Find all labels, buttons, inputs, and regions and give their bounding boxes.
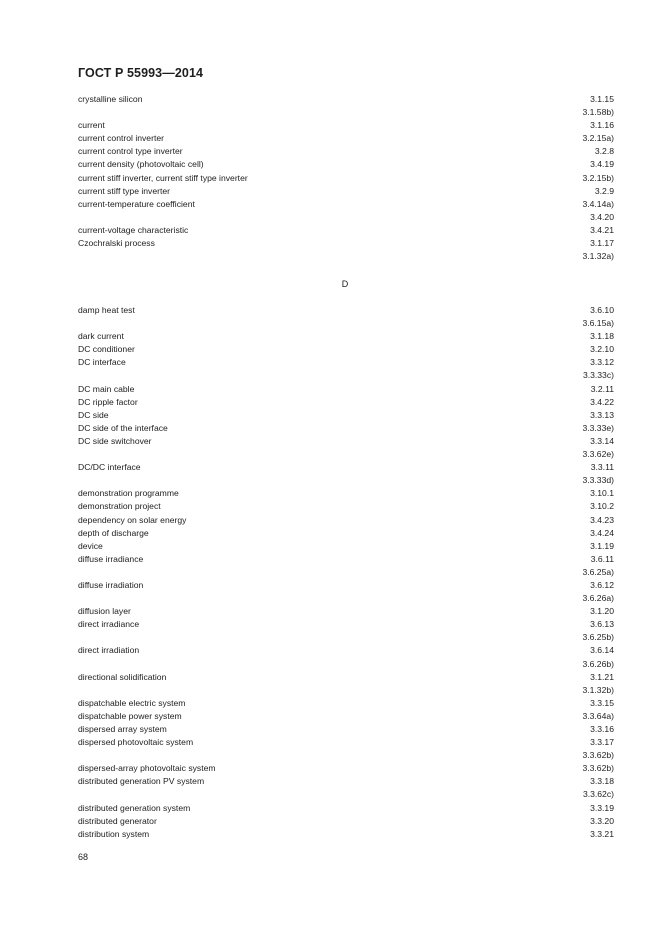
index-clause-reference: 3.3.18 [590, 776, 614, 787]
index-entry-row [78, 527, 614, 540]
index-term: Czochralski process [78, 238, 155, 249]
index-term: DC side of the interface [78, 422, 168, 433]
index-clause-reference: 3.2.9 [594, 185, 614, 196]
index-term: current-temperature coefficient [78, 198, 195, 209]
index-entry-row [78, 749, 614, 762]
index-entry-row [78, 631, 614, 644]
index-clause-reference: 3.4.23 [590, 514, 614, 525]
index-term: crystalline silicon [78, 94, 143, 104]
index-clause-reference: 3.3.64a) [582, 710, 614, 721]
index-clause-reference: 3.1.16 [590, 120, 614, 131]
index-clause-reference: 3.1.58b) [582, 107, 614, 118]
index-clause-reference: 3.6.26a) [582, 593, 614, 604]
index-clause-reference: 3.6.25b) [582, 632, 614, 643]
index-term: dispatchable power system [78, 710, 182, 721]
index-term: current stiff type inverter [78, 185, 171, 196]
index-clause-reference: 3.2.15a) [582, 133, 614, 144]
index-term: current [78, 120, 105, 131]
index-clause-reference: 3.1.21 [590, 671, 614, 682]
index-clause-reference: 3.1.18 [590, 331, 614, 342]
index-term: dispersed photovoltaic system [78, 737, 194, 748]
index-clause-reference: 3.3.33e) [582, 422, 614, 433]
index-term: diffusion layer [78, 606, 131, 617]
index-entry-row [78, 788, 614, 801]
index-entry-row [78, 93, 614, 106]
index-clause-reference: 3.3.13 [590, 409, 614, 420]
index-clause-reference: 3.4.19 [590, 159, 614, 170]
index-entry-row [78, 697, 614, 710]
index-term: distributed generator [78, 815, 157, 826]
index-entry-row [78, 448, 614, 461]
index-entry-row [78, 658, 614, 671]
index-term: current control inverter [78, 133, 164, 144]
index-term: diffuse irradiance [78, 553, 144, 564]
index-entry-row [78, 540, 614, 553]
index-entry-row [78, 566, 614, 579]
index-term: directional solidification [78, 671, 167, 682]
index-term: current density (photovoltaic cell) [78, 159, 204, 170]
index-entry-row [78, 211, 614, 224]
index-entry-row [78, 461, 614, 474]
index-clause-reference: 3.1.17 [590, 238, 614, 249]
index-entry-row [78, 330, 614, 343]
index-clause-reference: 3.3.15 [590, 697, 614, 708]
index-clause-reference: 3.4.22 [590, 396, 614, 407]
section-letter-d: D [341, 279, 349, 289]
index-term: distributed generation system [78, 802, 191, 813]
index-clause-reference: 3.4.24 [590, 527, 614, 538]
index-term: dispatchable electric system [78, 697, 186, 708]
index-clause-reference: 3.2.10 [590, 344, 614, 355]
index-entry-row [78, 579, 614, 592]
index-term: DC side switchover [78, 435, 152, 446]
index-entry-row [78, 119, 614, 132]
index-entry-row [78, 198, 614, 211]
index-clause-reference: 3.3.33d) [582, 475, 614, 486]
index-entry-row [78, 396, 614, 409]
index-entry-row [78, 815, 614, 828]
index-entry-row [78, 644, 614, 657]
index-clause-reference: 3.3.19 [590, 802, 614, 813]
index-clause-reference: 3.1.20 [590, 606, 614, 617]
index-entry-row [78, 132, 614, 145]
index-entry-row [78, 172, 614, 185]
index-entry-row [78, 369, 614, 382]
index-term: demonstration programme [78, 488, 179, 499]
index-term: current stiff inverter, current stiff type inverter [78, 172, 248, 183]
index-clause-reference: 3.3.62c) [582, 789, 614, 800]
index-clause-reference: 3.10.2 [590, 501, 614, 512]
index-clause-reference: 3.6.10 [590, 305, 614, 315]
index-entry-row [78, 106, 614, 119]
index-entry-row [78, 145, 614, 158]
index-clause-reference: 3.1.32a) [582, 251, 614, 262]
index-clause-reference: 3.2.11 [590, 383, 614, 394]
index-entry-row [78, 250, 614, 263]
index-entry-row [78, 592, 614, 605]
index-term: device [78, 540, 103, 551]
index-entry-row [78, 618, 614, 631]
index-term: DC side [78, 409, 109, 420]
index-entry-row [78, 317, 614, 330]
index-clause-reference: 3.3.20 [590, 815, 614, 826]
index-entry-row [78, 828, 614, 841]
index-clause-reference: 3.6.25a) [582, 566, 614, 577]
document-header: ГОСТ Р 55993—2014 [78, 66, 204, 80]
index-entry-row [78, 762, 614, 775]
index-entry-row [78, 409, 614, 422]
page-number: 68 [78, 852, 89, 862]
index-clause-reference: 3.3.62e) [582, 449, 614, 460]
index-entry-row [78, 605, 614, 618]
index-clause-reference: 3.6.15a) [582, 318, 614, 329]
index-clause-reference: 3.10.1 [590, 488, 614, 499]
index-term: dependency on solar energy [78, 514, 187, 525]
index-term: damp heat test [78, 305, 135, 315]
index-clause-reference: 3.3.17 [590, 737, 614, 748]
index-entry-row [78, 224, 614, 237]
index-entry-row [78, 343, 614, 356]
index-term: DC main cable [78, 383, 135, 394]
index-clause-reference: 3.1.32b) [582, 684, 614, 695]
index-term: dark current [78, 331, 124, 342]
index-term: current-voltage characteristic [78, 224, 189, 235]
index-term: DC ripple factor [78, 396, 138, 407]
index-clause-reference: 3.4.21 [590, 224, 614, 235]
index-entry-row [78, 802, 614, 815]
index-entry-row [78, 514, 614, 527]
index-entry-row [78, 710, 614, 723]
index-entry-row [78, 553, 614, 566]
index-clause-reference: 3.3.62b) [582, 763, 614, 774]
index-entry-row [78, 304, 614, 317]
index-term: direct irradiance [78, 619, 140, 630]
index-clause-reference: 3.3.12 [590, 357, 614, 368]
index-section-d [78, 304, 614, 841]
index-entry-row [78, 736, 614, 749]
index-entry-row [78, 474, 614, 487]
index-clause-reference: 3.3.33c) [582, 370, 614, 381]
index-clause-reference: 3.6.12 [590, 579, 614, 590]
index-clause-reference: 3.6.13 [590, 619, 614, 630]
index-entry-row [78, 487, 614, 500]
index-entry-row [78, 158, 614, 171]
index-clause-reference: 3.6.14 [590, 645, 614, 656]
index-entry-row [78, 383, 614, 396]
index-term: demonstration project [78, 501, 161, 512]
index-term: DC/DC interface [78, 462, 141, 473]
index-clause-reference: 3.3.14 [590, 435, 614, 446]
index-term: current control type inverter [78, 146, 183, 157]
index-clause-reference: 3.6.11 [590, 553, 614, 564]
index-entry-row [78, 435, 614, 448]
index-term: direct irradiation [78, 645, 140, 656]
index-term: DC conditioner [78, 344, 135, 355]
index-section-c-continued [78, 93, 614, 263]
index-clause-reference: 3.2.8 [594, 146, 614, 157]
index-term: distributed generation PV system [78, 776, 205, 787]
index-clause-reference: 3.3.11 [590, 462, 614, 473]
index-term: diffuse irradiation [78, 579, 144, 590]
index-term: dispersed array system [78, 724, 167, 734]
index-clause-reference: 3.3.16 [590, 724, 614, 734]
index-term: dispersed-array photovoltaic system [78, 763, 216, 774]
index-entry-row [78, 684, 614, 697]
index-term: depth of discharge [78, 527, 149, 538]
index-clause-reference: 3.4.14a) [582, 198, 614, 209]
index-clause-reference: 3.6.26b) [582, 658, 614, 669]
index-entry-row [78, 237, 614, 250]
index-entry-row [78, 356, 614, 369]
index-entry-row [78, 723, 614, 736]
index-clause-reference: 3.3.62b) [582, 750, 614, 761]
index-entry-row [78, 775, 614, 788]
index-term: DC interface [78, 357, 126, 368]
index-clause-reference: 3.3.21 [590, 828, 614, 839]
index-entry-row [78, 671, 614, 684]
index-clause-reference: 3.4.20 [590, 211, 614, 222]
index-clause-reference: 3.2.15b) [582, 172, 614, 183]
index-term: distribution system [78, 828, 150, 839]
index-entry-row [78, 422, 614, 435]
index-clause-reference: 3.1.15 [590, 94, 614, 104]
index-clause-reference: 3.1.19 [590, 540, 614, 551]
index-entry-row [78, 185, 614, 198]
index-entry-row [78, 500, 614, 513]
